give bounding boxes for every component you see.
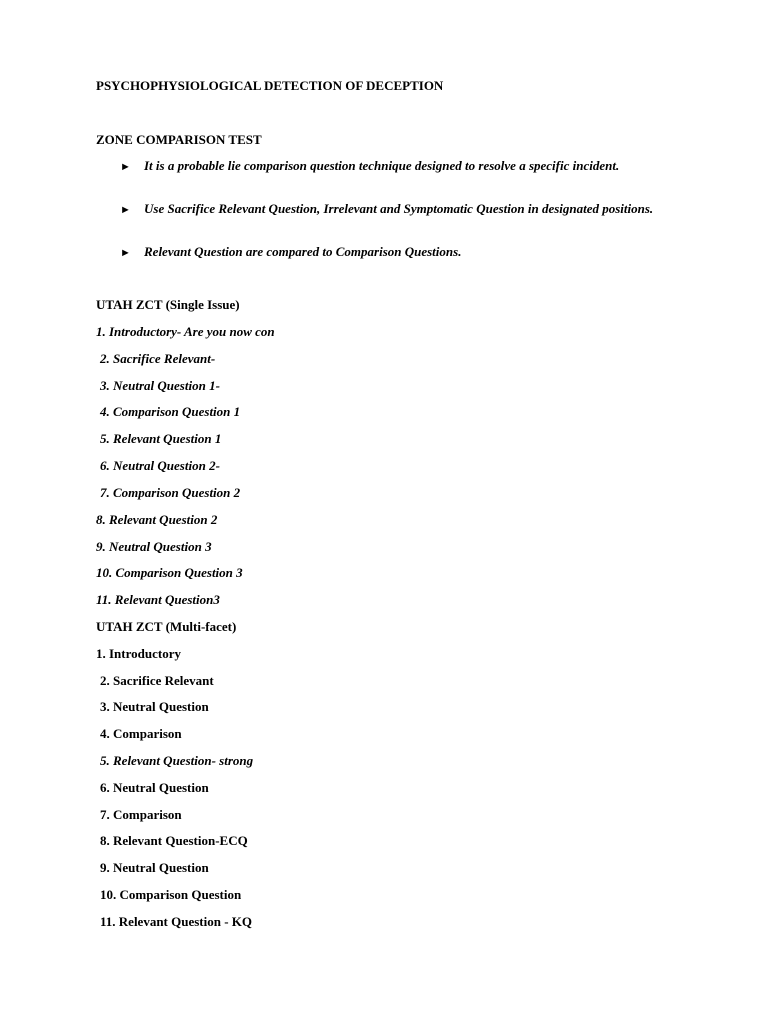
list-item: 4. Comparison: [100, 726, 182, 741]
bullet-arrow-icon: ►: [120, 161, 131, 173]
list-item: 1. Introductory: [96, 646, 181, 661]
list-item: 11. Relevant Question3: [96, 592, 220, 607]
section-heading: ZONE COMPARISON TEST: [96, 132, 262, 147]
list-item: 1. Introductory- Are you now con: [96, 324, 275, 339]
bullet-item: Use Sacrifice Relevant Question, Irrelevant and Symptomatic Question in designated positions.: [144, 201, 654, 216]
document-title: PSYCHOPHYSIOLOGICAL DETECTION OF DECEPTION: [96, 78, 444, 93]
list-item: 9. Neutral Question: [100, 860, 209, 875]
list-item: 5. Relevant Question 1: [100, 431, 222, 446]
bullet-arrow-icon: ►: [120, 204, 131, 216]
list-item: 11. Relevant Question - KQ: [100, 914, 253, 929]
list-item: 7. Comparison Question 2: [100, 485, 241, 500]
list-item: 10. Comparison Question: [100, 887, 242, 902]
bullet-item: It is a probable lie comparison question technique designed to resolve a specific incident.: [144, 158, 620, 173]
list-item: 7. Comparison: [100, 807, 182, 822]
list-item: 3. Neutral Question: [100, 699, 209, 714]
list-item: 6. Neutral Question 2-: [100, 458, 220, 473]
multi-facet-heading: UTAH ZCT (Multi-facet): [96, 619, 237, 634]
list-item: 8. Relevant Question 2: [96, 512, 218, 527]
list-item: 4. Comparison Question 1: [100, 404, 241, 419]
bullet-arrow-icon: ►: [120, 247, 131, 259]
list-item: 2. Sacrifice Relevant-: [100, 351, 216, 366]
list-item: 10. Comparison Question 3: [96, 565, 243, 580]
list-item: 9. Neutral Question 3: [96, 539, 212, 554]
bullet-item: Relevant Question are compared to Comparison Questions.: [144, 244, 462, 259]
list-item: 8. Relevant Question-ECQ: [100, 833, 248, 848]
single-issue-heading: UTAH ZCT (Single Issue): [96, 297, 240, 312]
list-item: 3. Neutral Question 1-: [100, 378, 220, 393]
list-item: 2. Sacrifice Relevant: [100, 673, 214, 688]
list-item: 6. Neutral Question: [100, 780, 209, 795]
list-item: 5. Relevant Question- strong: [100, 753, 254, 768]
